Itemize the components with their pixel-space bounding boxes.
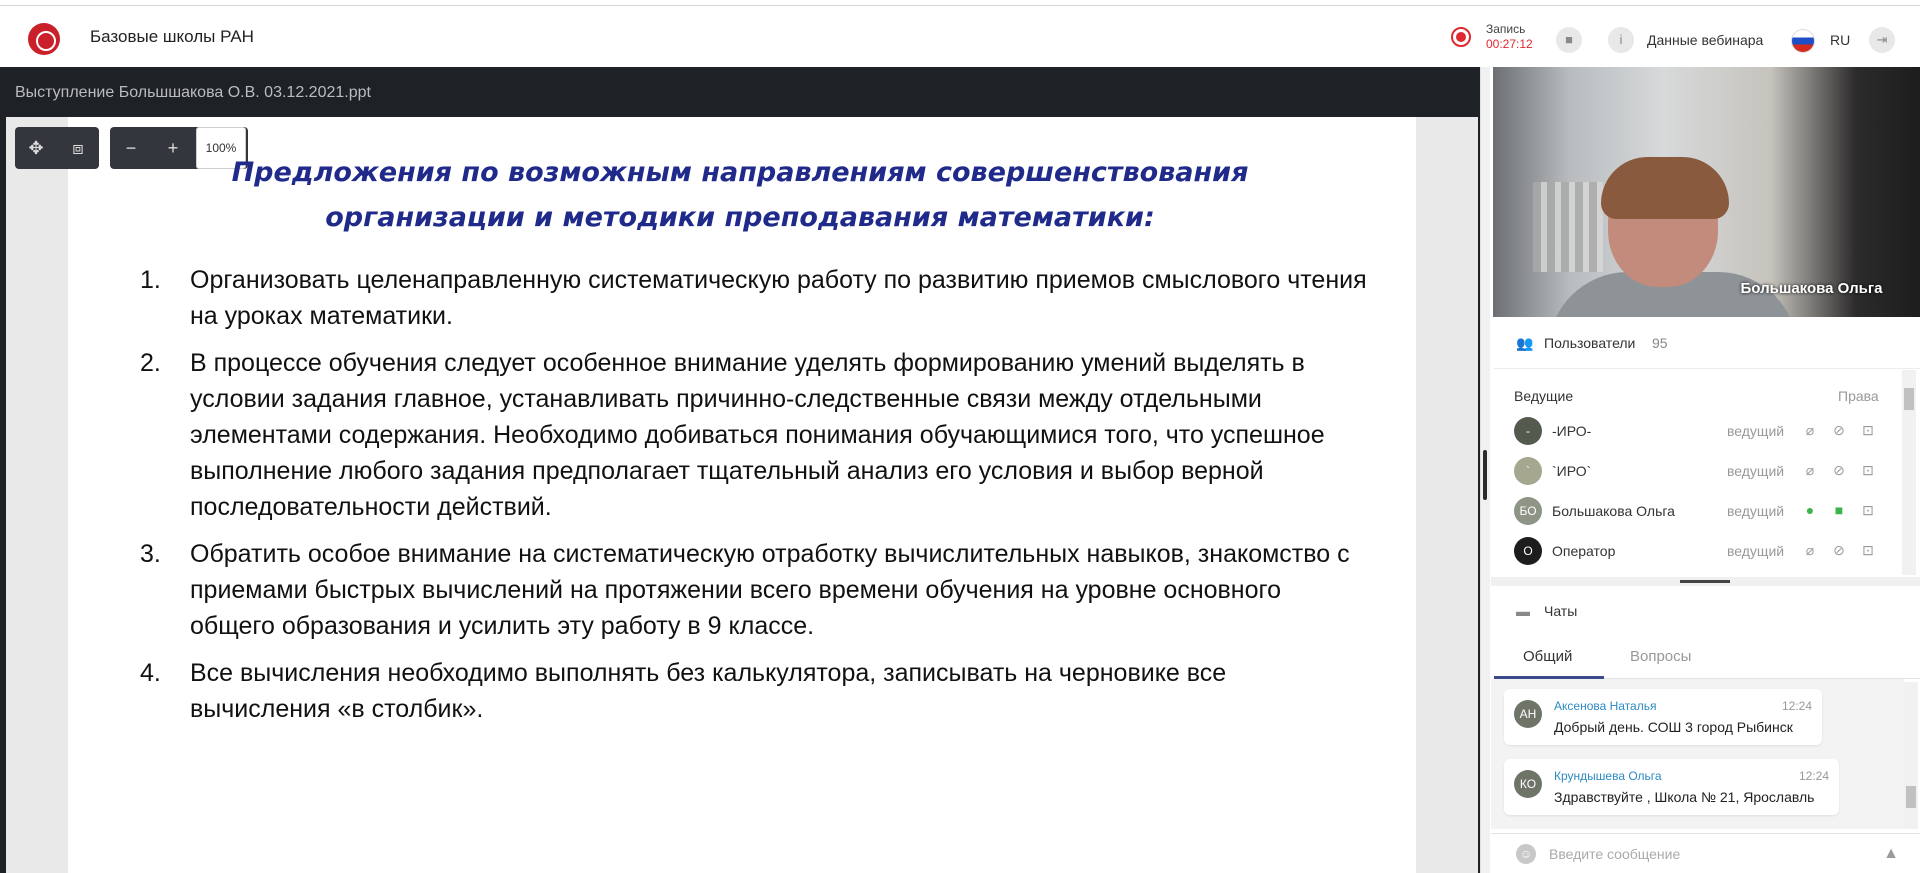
move-icon[interactable]: ✥ [28, 138, 44, 158]
list-item: 4. Все вычисления необходимо выполнять без калькулятора, записывать на черновике все вычисления «в столбик». [140, 659, 1227, 723]
avatar: АН [1514, 700, 1542, 728]
user-role: ведущий [1727, 463, 1785, 479]
users-icon: 👥 [1516, 335, 1534, 351]
message-time: 12:24 [1798, 769, 1829, 783]
chat-message [1504, 689, 1822, 745]
zoom-in-button[interactable]: + [167, 138, 179, 158]
fit-page-icon[interactable]: ⧈ [72, 138, 84, 158]
tab-general[interactable]: Общий [1523, 648, 1573, 665]
mic-off-icon[interactable]: ⌀ [1805, 462, 1815, 478]
screen-share-off-icon[interactable]: ⊡ [1862, 542, 1874, 558]
user-role: ведущий [1727, 423, 1785, 439]
chat-messages [1491, 679, 1904, 829]
list-item: 3. Обратить особое внимание на систематическую отработку вычислительных навыков, знакомство с приемами быстрых вычислений на протяжении всего времени обучения на уровне основного общего образования и усилить эту работу в 9 классе. [140, 540, 1350, 640]
slide-heading-line1: Предложения по возможным направлениям совершенствования [231, 157, 1249, 188]
list-item: 1. Организовать целенаправленную систематическую работу по развитию приемов смыслового чтения на уроках математики. [140, 266, 1367, 330]
avatar: ` [1514, 457, 1542, 485]
users-scrollbar-thumb[interactable] [1904, 388, 1914, 410]
record-icon[interactable] [1451, 27, 1471, 47]
message-text: Добрый день. СОШ 3 город Рыбинск [1554, 719, 1793, 735]
speaker-video [1493, 67, 1920, 317]
chats-header[interactable] [1494, 590, 1920, 632]
message-text: Здравствуйте , Школа № 21, Ярославль [1554, 789, 1815, 805]
user-row[interactable] [1514, 417, 1894, 447]
record-time: 00:27:12 [1486, 37, 1533, 51]
slide-heading [0, 150, 1480, 240]
speaker-name: Большакова Ольга [1740, 280, 1883, 297]
mic-off-icon[interactable]: ⌀ [1805, 542, 1815, 558]
user-name: Большакова Ольга [1552, 503, 1675, 519]
resize-handle[interactable] [1483, 450, 1487, 500]
language-selector[interactable]: RU [1830, 32, 1851, 48]
zoom-out-button[interactable]: − [125, 138, 137, 158]
slide-heading-line2: организации и методики преподавания математики: [325, 202, 1155, 233]
user-name: `ИРО` [1552, 463, 1592, 479]
user-row[interactable] [1514, 497, 1894, 527]
send-icon[interactable]: ▲ [1883, 845, 1899, 862]
webinar-data-link[interactable]: Данные вебинара [1647, 32, 1764, 48]
zoom-level[interactable]: 100% [196, 127, 246, 169]
record-label: Запись [1486, 22, 1526, 36]
message-input-bar [1491, 833, 1920, 873]
screen-share-off-icon[interactable]: ⊡ [1862, 422, 1874, 438]
avatar: - [1514, 417, 1542, 445]
hosts-section-title: Ведущие [1514, 388, 1574, 404]
users-count: 95 [1652, 335, 1668, 351]
chat-icon: ▬ [1516, 603, 1530, 619]
top-border [0, 0, 1920, 6]
avatar: БО [1514, 497, 1542, 525]
user-row[interactable] [1514, 457, 1894, 487]
camera-off-icon[interactable]: ⊘ [1833, 462, 1845, 478]
section-resize-handle[interactable] [1680, 580, 1730, 583]
user-name: Оператор [1552, 543, 1616, 559]
list-item: 2. В процессе обучения следует особенное внимание уделять формированию умений выделять в условии задания главное, устанавливать причинно-следственные связи между отдельными элементами содержания. Необходимо добиваться понимания обучающимися того, что успешное выполнение любого задания предполагает тщательный анализ его условия и выбор верной последовательности действий. [140, 349, 1325, 521]
mic-on-icon[interactable]: ● [1805, 502, 1815, 518]
user-name: -ИРО- [1552, 423, 1592, 439]
avatar: КО [1514, 770, 1542, 798]
avatar: О [1514, 537, 1542, 565]
users-label: Пользователи [1544, 335, 1636, 351]
message-author[interactable]: Крундышева Ольга [1554, 769, 1662, 783]
emoji-icon[interactable]: ☺ [1516, 844, 1536, 864]
chat-message [1504, 759, 1839, 815]
ras-logo-icon [28, 23, 60, 55]
info-icon[interactable]: i [1608, 27, 1634, 53]
message-time: 12:24 [1781, 699, 1812, 713]
message-author[interactable]: Аксенова Наталья [1554, 699, 1657, 713]
message-input[interactable] [1549, 840, 1849, 868]
tab-questions[interactable]: Вопросы [1630, 648, 1692, 665]
chats-label: Чаты [1544, 603, 1578, 619]
trophies-background [1533, 182, 1603, 272]
speaker-hair [1601, 157, 1729, 219]
folder-icon[interactable]: ■ [1556, 27, 1582, 53]
slide-list [140, 262, 1370, 738]
presentation-file-title: Выступление Большшакова О.В. 03.12.2021.ppt [15, 84, 371, 101]
rights-column-title: Права [1838, 388, 1879, 404]
screen-share-off-icon[interactable]: ⊡ [1862, 462, 1874, 478]
app-header [0, 7, 1920, 67]
camera-off-icon[interactable]: ⊘ [1833, 422, 1845, 438]
users-header[interactable] [1494, 317, 1920, 369]
user-role: ведущий [1727, 543, 1785, 559]
mic-off-icon[interactable]: ⌀ [1805, 422, 1815, 438]
exit-icon[interactable]: ⇥ [1869, 27, 1895, 53]
user-row[interactable] [1514, 537, 1894, 567]
app-title: Базовые школы РАН [90, 27, 254, 46]
camera-off-icon[interactable]: ⊘ [1833, 542, 1845, 558]
chat-scrollbar-thumb[interactable] [1906, 786, 1916, 808]
camera-on-icon[interactable]: ■ [1834, 502, 1844, 518]
screen-share-off-icon[interactable]: ⊡ [1862, 502, 1874, 518]
user-role: ведущий [1727, 503, 1785, 519]
russia-flag-icon[interactable] [1791, 29, 1815, 53]
